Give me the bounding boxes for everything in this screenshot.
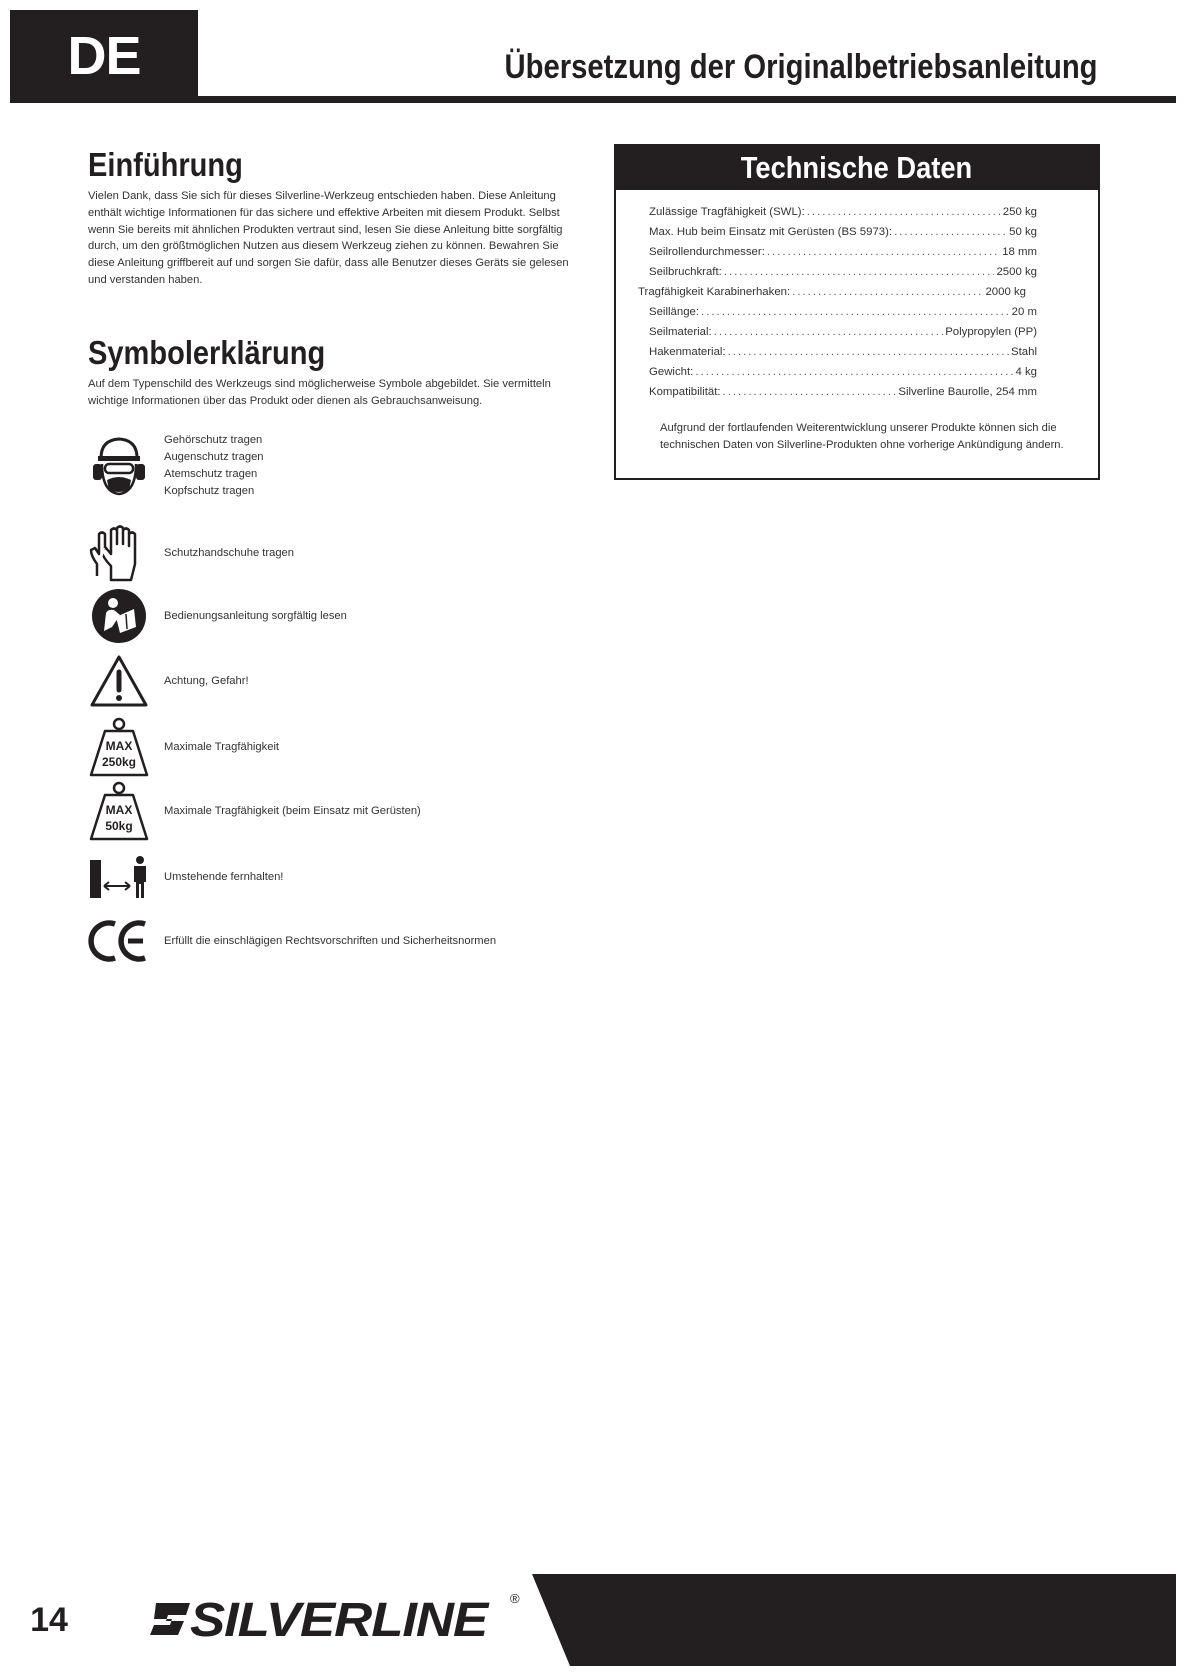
symbol-row-warning <box>88 650 568 712</box>
symbol-row-max-load <box>88 716 568 778</box>
symbol-label: Bedienungsanleitung sorgfältig lesen <box>164 609 347 622</box>
symbol-label: Schutzhandschuhe tragen <box>164 546 294 559</box>
symbol-labels <box>164 933 496 950</box>
spec-value: Silverline Baurolle, 254 mm <box>898 386 1037 398</box>
weight-top: MAX <box>105 739 133 753</box>
weight-bottom: 250kg <box>101 755 137 769</box>
weight-top: MAX <box>105 803 133 817</box>
gloves-icon <box>88 522 150 584</box>
spec-row <box>649 386 1037 406</box>
keep-bystanders-away-icon <box>88 846 150 908</box>
symbol-label: Gehörschutz tragen <box>164 434 263 446</box>
note-line: Aufgrund der fortlaufenden Weiterentwicklung unserer Produkte können sich die <box>660 422 1057 434</box>
symbol-labels <box>164 608 347 625</box>
symbol-label: Augenschutz tragen <box>164 451 264 463</box>
spec-value: 2000 kg <box>985 286 1026 298</box>
language-code-box <box>10 10 198 102</box>
symbol-row-ce <box>88 910 568 972</box>
spec-label: Seilmaterial: <box>649 326 712 338</box>
brand-name: SILVERLINE <box>190 1594 488 1647</box>
tech-data-heading: Technische Daten <box>741 150 973 185</box>
intro-paragraph <box>88 188 569 289</box>
spec-row <box>649 306 1037 326</box>
symbols-line: Auf dem Typenschild des Werkzeugs sind möglicherweise Symbole abgebildet. Sie vermitteln <box>88 378 551 390</box>
symbol-labels <box>164 803 421 820</box>
spec-row <box>649 206 1037 226</box>
spec-label: Kompatibilität: <box>649 386 721 398</box>
tech-data-note <box>660 420 1080 454</box>
intro-line: diese Anleitung griffbereit auf und sorgen Sie dafür, dass alle Benutzer dieses Geräts sie gelesen <box>88 257 569 270</box>
spec-value: 20 m <box>1011 306 1037 318</box>
symbol-label: Umstehende fernhalten! <box>164 870 284 883</box>
spec-label: Hakenmaterial: <box>649 346 726 358</box>
header-divider <box>10 96 1176 103</box>
spec-label: Seilrollendurchmesser: <box>649 246 765 258</box>
ppe-head-icon <box>88 435 150 497</box>
symbol-row-ppe <box>88 432 568 500</box>
spec-row <box>638 286 1026 306</box>
spec-row <box>649 226 1037 246</box>
spec-label: Gewicht: <box>649 366 694 378</box>
spec-value: 18 mm <box>1002 246 1037 258</box>
symbol-label: Kopfschutz tragen <box>164 485 255 497</box>
brand-logo <box>150 1591 520 1645</box>
document-title: Übersetzung der Originalbetriebsanleitung <box>504 48 1098 86</box>
spec-value: 50 kg <box>1009 226 1037 238</box>
intro-line: wenn Sie bereits mit ähnlichen Produkten vertraut sind, lesen Sie diese Anleitung bitte sorgfältig <box>88 223 563 236</box>
symbol-row-manual <box>88 585 568 647</box>
spec-label: Tragfähigkeit Karabinerhaken: <box>638 286 791 298</box>
warning-icon <box>88 650 150 712</box>
symbol-label: Maximale Tragfähigkeit (beim Einsatz mit Gerüsten) <box>164 804 421 817</box>
max-load-icon <box>88 716 150 778</box>
symbol-labels <box>164 673 249 690</box>
intro-line: enthält wichtige Informationen für das sichere und effektive Arbeiten mit diesem Produkt. Selbst <box>88 206 560 219</box>
intro-heading: Einführung <box>88 146 243 183</box>
symbols-heading: Symbolerklärung <box>88 334 326 371</box>
symbol-labels <box>164 545 294 562</box>
symbol-label: Maximale Tragfähigkeit <box>164 740 280 753</box>
symbol-row-max-load-scaffold <box>88 780 568 842</box>
spec-label: Max. Hub beim Einsatz mit Gerüsten (BS 5973): <box>649 226 893 238</box>
spec-label: Zulässige Tragfähigkeit (SWL): <box>649 206 805 218</box>
spec-value: Polypropylen (PP) <box>945 326 1037 338</box>
max-load-scaffold-icon <box>88 780 150 842</box>
spec-value: 250 kg <box>1002 206 1037 218</box>
spec-label: Seilbruchkraft: <box>649 266 722 278</box>
ce-mark-icon <box>88 910 150 972</box>
read-manual-icon <box>88 585 150 647</box>
symbol-row-bystanders <box>88 846 568 908</box>
spec-row <box>649 266 1037 286</box>
spec-list <box>616 206 1098 406</box>
symbol-label: Atemschutz tragen <box>164 468 258 480</box>
symbol-labels <box>164 432 264 500</box>
symbols-paragraph <box>88 376 551 410</box>
note-line: technischen Daten von Silverline-Produkten ohne vorherige Ankündigung ändern. <box>660 439 1064 451</box>
registered-mark: ® <box>510 1591 520 1606</box>
symbol-label: Erfüllt die einschlägigen Rechtsvorschriften und Sicherheitsnormen <box>164 934 497 947</box>
weight-bottom: 50kg <box>105 819 133 833</box>
spec-row <box>649 346 1037 366</box>
spec-value: 2500 kg <box>996 266 1037 278</box>
tech-data-box <box>614 144 1100 480</box>
footer-divider <box>88 1574 92 1666</box>
spec-label: Seillänge: <box>649 306 700 318</box>
page-number: 14 <box>30 1600 68 1639</box>
symbol-labels <box>164 739 279 756</box>
symbol-label: Achtung, Gefahr! <box>164 674 249 687</box>
spec-row <box>649 366 1037 386</box>
intro-line: durch, um den größtmöglichen Nutzen aus diesem Werkzeug ziehen zu können. Bewahren Sie <box>88 240 559 253</box>
tech-data-header <box>616 146 1098 190</box>
spec-row <box>649 326 1037 346</box>
intro-line: und verstanden haben. <box>88 273 203 286</box>
symbol-row-gloves <box>88 522 568 584</box>
spec-value: Stahl <box>1011 346 1037 358</box>
language-code: DE <box>67 26 141 86</box>
page-number-box <box>10 1574 88 1666</box>
intro-line: Vielen Dank, dass Sie sich für dieses Silverline-Werkzeug entschieden haben. Diese Anleitung <box>88 190 556 202</box>
symbols-line: wichtige Informationen über das Produkt oder dienen als Gebrauchsanweisung. <box>88 394 483 407</box>
spec-row <box>649 246 1037 266</box>
spec-value: 4 kg <box>1015 366 1037 378</box>
symbol-labels <box>164 869 283 886</box>
